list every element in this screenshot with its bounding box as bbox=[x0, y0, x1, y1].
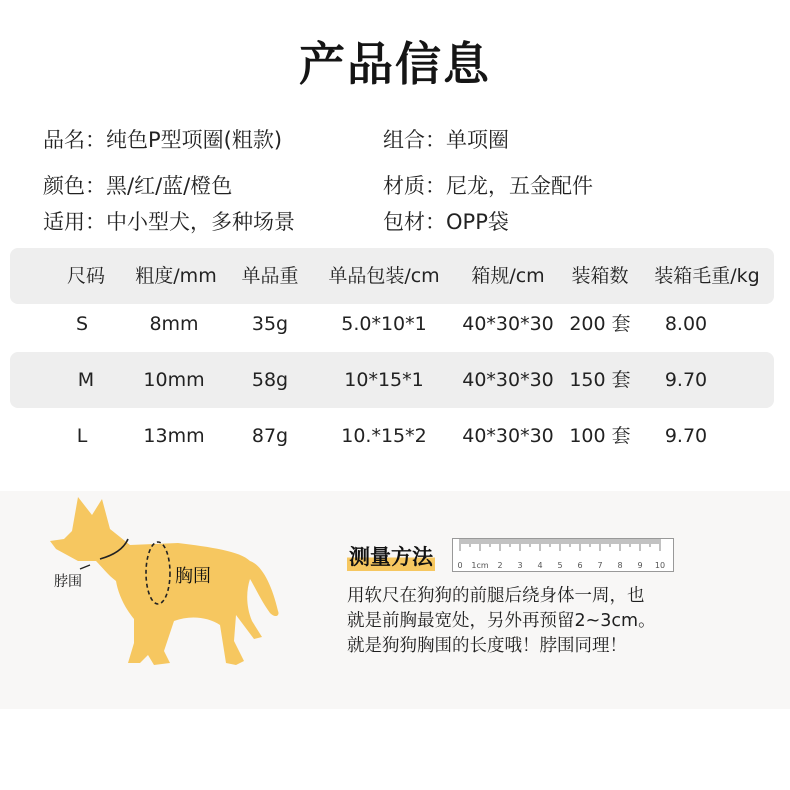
chest-label: 胸围 bbox=[175, 566, 211, 587]
description-line: 用软尺在狗狗的前腿后绕身体一周，也 bbox=[347, 586, 645, 606]
info-key: 组合： bbox=[383, 128, 446, 152]
table-header: 装箱数 bbox=[571, 265, 629, 287]
table-header: 装箱毛重/kg bbox=[654, 265, 760, 287]
table-cell: 40*30*30 bbox=[462, 369, 554, 391]
ruler-label: 10 bbox=[654, 561, 666, 570]
info-name bbox=[43, 124, 282, 154]
ruler-label: 4 bbox=[537, 561, 543, 570]
table-cell: 87g bbox=[251, 425, 289, 447]
table-cell: 10mm bbox=[143, 369, 205, 391]
table-row bbox=[10, 408, 774, 464]
info-value: 中小型犬，多种场景 bbox=[106, 210, 295, 234]
description-line: 就是前胸最宽处，另外再预留2~3cm。 bbox=[347, 611, 656, 631]
table-header: 尺码 bbox=[66, 265, 105, 287]
info-key: 包材： bbox=[383, 210, 446, 234]
description-line: 就是狗狗胸围的长度哦！脖围同理！ bbox=[347, 636, 627, 656]
ruler-label: 2 bbox=[497, 561, 503, 570]
ruler-label: 0 bbox=[457, 561, 463, 570]
table-header: 单品重 bbox=[241, 265, 299, 287]
table-cell: L bbox=[76, 425, 88, 447]
info-value: 纯色P型项圈(粗款) bbox=[106, 128, 283, 152]
table-row bbox=[10, 296, 774, 352]
table-cell: 150 套 bbox=[569, 369, 631, 391]
page-title: 产品信息 bbox=[299, 37, 491, 91]
info-key: 颜色： bbox=[43, 174, 106, 198]
info-value: 尼龙，五金配件 bbox=[446, 174, 593, 198]
table-cell: 10.*15*2 bbox=[341, 425, 427, 447]
table-row bbox=[10, 352, 774, 408]
table-cell: 200 套 bbox=[569, 313, 631, 335]
info-color bbox=[43, 170, 232, 200]
neck-label: 脖围 bbox=[54, 574, 82, 590]
table-cell: 5.0*10*1 bbox=[341, 313, 427, 335]
info-material bbox=[383, 170, 593, 200]
ruler-label: 1cm bbox=[471, 561, 489, 570]
table-cell: 35g bbox=[251, 313, 289, 335]
info-key: 品名： bbox=[43, 128, 106, 152]
ruler-label: 7 bbox=[597, 561, 603, 570]
info-value: 黑/红/蓝/橙色 bbox=[106, 174, 233, 198]
table-header: 箱规/cm bbox=[471, 265, 545, 287]
info-combination bbox=[383, 124, 509, 154]
table-cell: 100 套 bbox=[569, 425, 631, 447]
info-key: 适用： bbox=[43, 210, 106, 234]
table-cell: 10*15*1 bbox=[344, 369, 424, 391]
table-cell: 8.00 bbox=[664, 313, 708, 335]
table-header: 单品包装/cm bbox=[328, 265, 440, 287]
table-cell: M bbox=[77, 369, 95, 391]
info-packaging bbox=[383, 206, 509, 236]
measure-description bbox=[347, 584, 767, 659]
table-cell: 9.70 bbox=[664, 369, 708, 391]
table-cell: 40*30*30 bbox=[462, 425, 554, 447]
ruler-label: 9 bbox=[637, 561, 643, 570]
info-value: 单项圈 bbox=[446, 128, 509, 152]
table-cell: 8mm bbox=[149, 313, 199, 335]
table-cell: 13mm bbox=[143, 425, 205, 447]
table-header: 粗度/mm bbox=[135, 265, 217, 287]
ruler-label: 8 bbox=[617, 561, 623, 570]
ruler-icon bbox=[452, 538, 674, 572]
table-cell: 58g bbox=[251, 369, 289, 391]
table-cell: 9.70 bbox=[664, 425, 708, 447]
ruler-label: 6 bbox=[577, 561, 583, 570]
info-key: 材质： bbox=[383, 174, 446, 198]
table-cell: 40*30*30 bbox=[462, 313, 554, 335]
info-suitable bbox=[43, 206, 295, 236]
ruler-label: 5 bbox=[557, 561, 563, 570]
ruler-label: 3 bbox=[517, 561, 523, 570]
table-cell: S bbox=[75, 313, 89, 335]
measure-title: 测量方法 bbox=[347, 541, 435, 571]
info-value: OPP袋 bbox=[446, 210, 509, 234]
